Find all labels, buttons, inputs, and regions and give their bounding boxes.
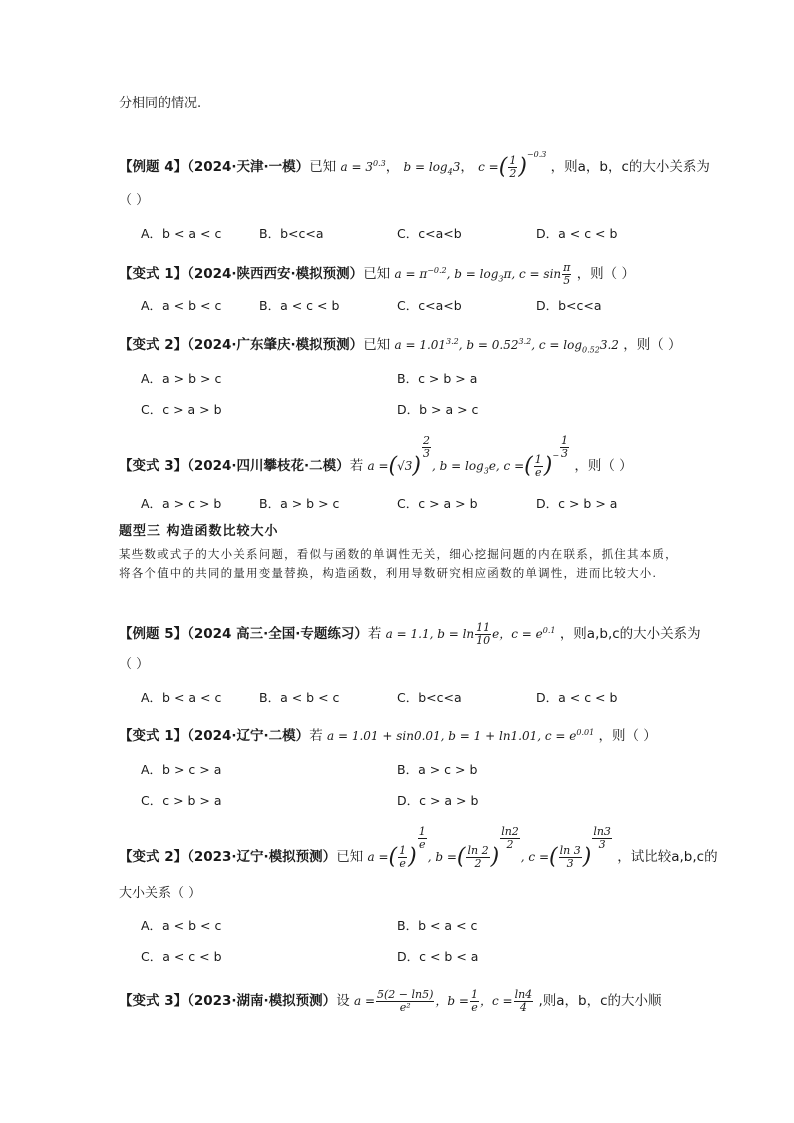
option-a: A．a < b < c: [141, 298, 222, 313]
variant-2a-question: [119, 333, 682, 359]
option-b: B．a > b > c: [259, 496, 340, 511]
option-b: B．a > c > b: [397, 762, 478, 777]
question-tail: ,则a，b，c的大小顺: [538, 993, 662, 1009]
question-continuation: 大小关系（ ）: [119, 886, 202, 901]
variant-2b-question: [119, 825, 718, 870]
option-d: D．c > b > a: [536, 496, 618, 511]
option-b: B．c > b > a: [397, 371, 478, 386]
question-tail: ，试比较a,b,c的: [617, 849, 718, 865]
question-tag: 【例题 5】: [119, 626, 188, 642]
option-b: B．b<c<a: [259, 226, 324, 241]
math-expression: a = $\frac{5(2 - \ln 5)}{\text{e²}}$ ，b = $\frac{1}{e}$ ，c = $\frac{\ln 4}{4}$: [353, 988, 533, 1014]
question-tag: 【变式 2】: [119, 849, 188, 865]
section-title: 题型三 构造函数比较大小: [119, 524, 279, 539]
question-source: （2024·四川攀枝花·二模）: [187, 458, 350, 474]
question-tag: 【变式 3】: [119, 458, 188, 474]
variant-1b-question: [119, 724, 657, 745]
answer-blank: （ ）: [119, 657, 150, 672]
option-c: C．c<a<b: [397, 298, 462, 313]
question-lead: 已知: [363, 337, 391, 353]
question-tag: 【变式 1】: [119, 728, 188, 744]
math-c: c =( $\frac{1}{2}$ )$^{-0.3}$: [478, 150, 547, 180]
option-d: D．c > a > b: [397, 793, 479, 808]
math-expression: $a = 1.01^{3.2}$, $b = 0.52^{3.2}$, $c = \log_{0.52}3.2$: [394, 337, 619, 355]
question-lead: 已知: [336, 849, 364, 865]
option-c: C．c > b > a: [141, 793, 222, 808]
question-lead: 若: [349, 458, 364, 474]
math-expression: a = 1.1, b = ln $\frac{11}{10}$ e，$c = e^{0.1}$: [385, 621, 556, 647]
option-c: C．b<c<a: [397, 690, 462, 705]
math-expression: a = 1.01 + sin0.01, b = 1 + ln1.01, $c = e^{0.01}$: [326, 728, 595, 743]
question-source: （2024·广东肇庆·模拟预测）: [187, 337, 364, 353]
question-source: （2023·辽宁·模拟预测）: [187, 849, 337, 865]
question-source: （2024 高三·全国·专题练习）: [187, 626, 368, 642]
option-d: D．a < c < b: [536, 690, 618, 705]
option-c: C．c > a > b: [397, 496, 478, 511]
math-expression: a =( $\frac{1}{e}$ ) $^{\frac{1}{e}}$ , b =( $\frac{\ln 2}{2}$ ) $^{\frac{\ln 2}{2}}$ , c =( $\frac{\ln 3}{3}$ ) $^{\frac{\ln 3}{3}}$: [367, 825, 611, 870]
question-lead: 已知: [363, 266, 391, 282]
option-d: D．a < c < b: [536, 226, 618, 241]
question-tail: ，则（ ）: [598, 728, 657, 744]
question-source: （2024·陕西西安·模拟预测）: [187, 266, 364, 282]
option-a: A．b > c > a: [141, 762, 222, 777]
math-expression: $a = \pi^{-0.2}$, $b = \log_3\pi$, c = sin $\frac{\pi}{5}$: [394, 261, 571, 287]
option-b: B．a < b < c: [259, 690, 340, 705]
math-expression: a =(√3) $^{\frac{2}{3}}$ , $b = \log_3e$, c =( $\frac{1}{e}$ )$^{- \frac{1}{3}}$: [367, 434, 569, 479]
question-tag: 【变式 3】: [119, 993, 188, 1009]
question-tag: 【例题 4】: [119, 159, 188, 175]
question-tail: ，则a，b，c的大小关系为: [550, 159, 710, 175]
option-b: B．a < c < b: [259, 298, 340, 313]
option-d: D．b<c<a: [536, 298, 602, 313]
option-d: D．c < b < a: [397, 949, 479, 964]
option-c: C．a < c < b: [141, 949, 222, 964]
variant-3a-question: [119, 434, 633, 480]
answer-blank: （ ）: [119, 193, 150, 208]
option-c: C．c > a > b: [141, 402, 222, 417]
variant-1a-question: [119, 262, 635, 288]
option-a: A．a < b < c: [141, 918, 222, 933]
option-c: C．c<a<b: [397, 226, 462, 241]
option-d: D．b > a > c: [397, 402, 479, 417]
option-a: A．a > b > c: [141, 371, 222, 386]
question-lead: 设: [336, 993, 350, 1009]
option-a: A．b < a < c: [141, 690, 222, 705]
example-4-question: 【例题 4】（2024·天津·一模）已知 $a = 3^{0.3}$， $b = \log_43$， c =( $\frac{1}{2}$ )$^{-0.3}$ ，则a，b，c的大小关系为: [119, 150, 710, 180]
question-lead: 若: [309, 728, 323, 744]
option-a: A．a > c > b: [141, 496, 222, 511]
question-lead: 若: [367, 626, 382, 642]
question-tail: ，则a,b,c的大小关系为: [559, 626, 701, 642]
question-source: （2023·湖南·模拟预测）: [187, 993, 337, 1009]
question-tail: ，则（ ）: [576, 266, 635, 282]
question-tag: 【变式 1】: [119, 266, 188, 282]
math-b: $b = \log_43$: [403, 160, 461, 177]
section-description: 某些数或式子的大小关系问题，看似与函数的单调性无关，细心挖掘问题的内在联系，抓住其本质，将各个值中的共同的量用变量替换，构造函数，利用导数研究相应函数的单调性，进而比较大小.: [119, 547, 678, 580]
intro-tail-text: 分相同的情况.: [119, 96, 202, 111]
question-tail: ，则（ ）: [574, 458, 633, 474]
option-b: B．b < a < c: [397, 918, 478, 933]
option-a: A．b < a < c: [141, 226, 222, 241]
question-tag: 【变式 2】: [119, 337, 188, 353]
question-tail: ，则（ ）: [623, 337, 682, 353]
variant-3b-question: [119, 989, 662, 1014]
question-source: （2024·天津·一模）: [187, 159, 310, 175]
example-5-question: [119, 622, 701, 647]
question-source: （2024·辽宁·二模）: [187, 728, 310, 744]
question-lead: 已知: [309, 159, 337, 175]
math-a: $a = 3^{0.3}$: [340, 159, 386, 174]
